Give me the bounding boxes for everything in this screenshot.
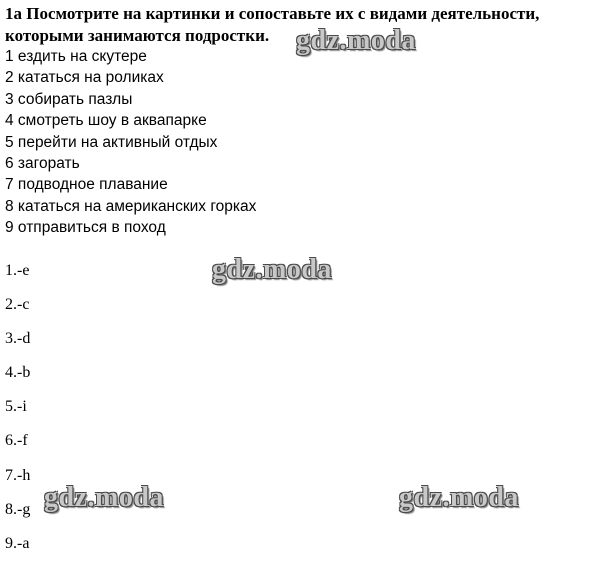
watermark: gdz.moda	[399, 482, 519, 513]
answer-list	[5, 254, 30, 561]
watermark: gdz.moda	[296, 25, 416, 56]
activity-item: 9 отправиться в поход	[5, 219, 166, 237]
activity-item: 7 подводное плавание	[5, 176, 168, 194]
answer-item: 7.-h	[5, 466, 31, 484]
answer-item: 4.-b	[5, 364, 31, 382]
answer-item: 6.-f	[5, 432, 28, 450]
task-heading-line-2: которыми занимаются подростки.	[5, 26, 270, 45]
activity-list	[5, 46, 256, 239]
answer-item: 8.-g	[5, 500, 31, 518]
activity-item: 8 кататься на американских горках	[5, 197, 257, 215]
answer-item: 3.-d	[5, 330, 31, 348]
answer-item: 9.-a	[5, 534, 30, 552]
watermark: gdz.moda	[44, 482, 164, 513]
task-heading-line-1: 1a Посмотрите на картинки и сопоставьте их с видами деятельности,	[5, 4, 540, 23]
activity-item: 4 смотреть шоу в аквапарке	[5, 112, 207, 130]
answer-item: 2.-c	[5, 296, 30, 314]
activity-item: 2 кататься на роликах	[5, 69, 164, 87]
activity-item: 3 собирать пазлы	[5, 90, 133, 108]
activity-item: 1 ездить на скутере	[5, 48, 147, 65]
answer-item: 1.-e	[5, 262, 30, 279]
activity-item: 5 перейти на активный отдых	[5, 133, 218, 151]
watermark: gdz.moda	[212, 254, 332, 285]
activity-item: 6 загорать	[5, 155, 80, 173]
answer-item: 5.-i	[5, 398, 27, 416]
